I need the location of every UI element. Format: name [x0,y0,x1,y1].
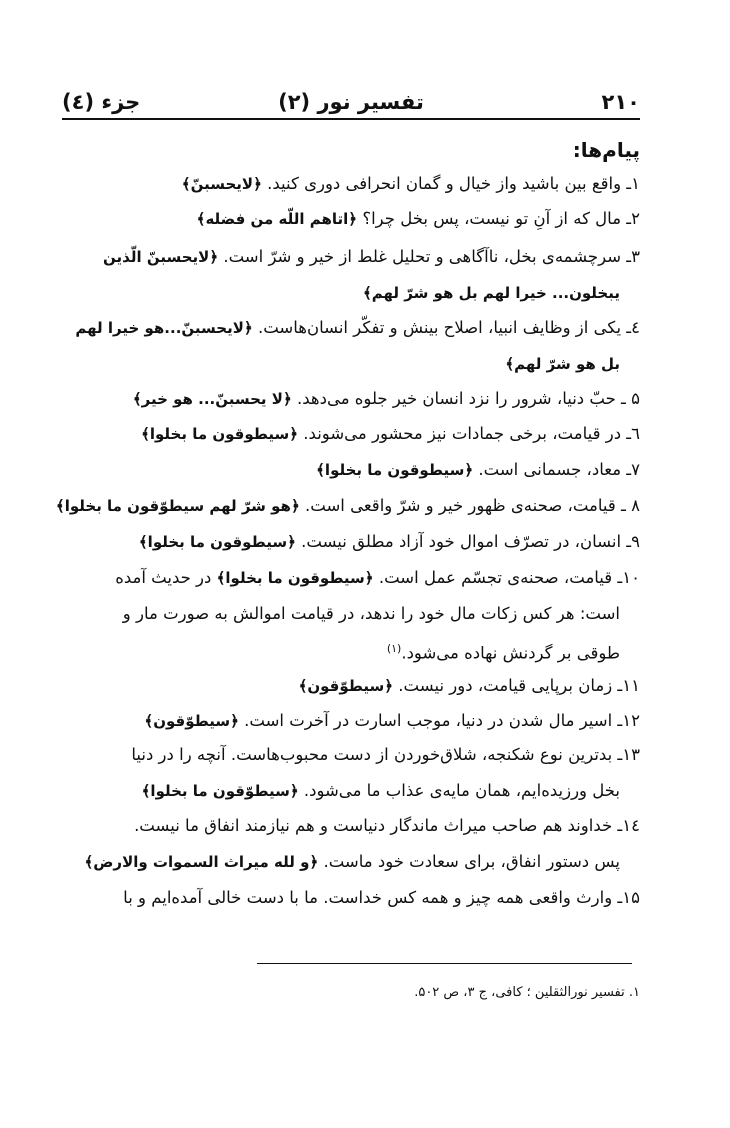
list-item: ۲ـ مال که از آنِ تو نیست، پس بخل چرا؟ ﴿اتاهم اللّه من فضله﴾ [196,209,640,228]
list-item-continuation: بخل ورزیده‌ایم، همان مایه‌ی عذاب ما می‌شود. ﴿سیطوّقون ما بخلوا﴾ [141,781,620,800]
list-item-continuation: پس دستور انفاق، برای سعادت خود ماست. ﴿و لله میراث السموات والارض﴾ [84,852,620,871]
list-item: ۱۳ـ بدترین نوع شکنجه، شلاق‌خوردن از دست محبوب‌هاست. آنچه را در دنیا [131,745,640,764]
list-item: ۸ ـ قیامت، صحنه‌ی ظهور خیر و شرّ واقعی است. ﴿هو شرّ لهم سیطوّقون ما بخلوا﴾ [55,496,640,515]
list-item: ۱۰ـ قیامت، صحنه‌ی تجسّم عمل است. ﴿سیطوقون ما بخلوا﴾ در حدیث آمده [115,568,640,587]
list-item: ٤ـ یکی از وظایف انبیا، اصلاح بینش و تفکّر انسان‌هاست. ﴿لایحسبنّ...هو خیرا لهم [75,318,640,337]
list-item: ۱۱ـ زمان برپایی قیامت، دور نیست. ﴿سیطوّقون﴾ [298,676,640,695]
list-item: ۵ ـ حبّ دنیا، شرور را نزد انسان خیر جلوه می‌دهد. ﴿لا یحسبنّ... هو خیر﴾ [132,389,640,408]
running-title: تفسیر نور (۲) [278,90,424,114]
section-title: پیام‌ها: [572,138,640,162]
list-item-continuation: بل هو شرّ لهم﴾ [505,355,620,373]
list-item-continuation: یبخلون... خیرا لهم بل هو شرّ لهم﴾ [362,284,620,302]
list-item-continuation: است: هر کس زکات مال خود را ندهد، در قیامت اموالش به صورت مار و [122,604,620,623]
list-item: ۱ـ واقع بین باشید واز خیال و گمان انحرافی دوری کنید. ﴿لایحسبنّ﴾ [181,174,640,193]
page-header [62,88,640,120]
list-item: ۷ـ معاد، جسمانی است. ﴿سیطوقون ما بخلوا﴾ [316,460,640,479]
list-item: ۳ـ سرچشمه‌ی بخل، ناآگاهی و تحلیل غلط از خیر و شرّ است. ﴿لایحسبنّ الّذین [103,247,640,266]
list-item: ۱۵ـ وارث واقعی همه چیز و همه کس خداست. ما با دست خالی آمده‌ایم و با [123,888,640,907]
list-item: ١٤ـ خداوند هم صاحب میراث ماندگار دنیاست و هم نیازمند انفاق ما نیست. [134,816,640,835]
list-item: ۹ـ انسان، در تصرّف اموال خود آزاد مطلق نیست. ﴿سیطوقون ما بخلوا﴾ [138,532,640,551]
footnote: ۱. تفسیر نورالثقلین ؛ کافی، ج ۳، ص ۵۰۲. [414,985,640,1000]
footnote-divider [257,963,632,964]
list-item-continuation: طوقی بر گردنش نهاده می‌شود.$^{(۱)}$ [386,642,620,663]
part-label: جزء (٤) [62,90,141,114]
page-number: ۲۱۰ [601,90,640,114]
list-item: ۱۲ـ اسیر مال شدن در دنیا، موجب اسارت در آخرت است. ﴿سیطوّقون﴾ [144,711,640,730]
list-item: ٦ـ در قیامت، برخی جمادات نیز محشور می‌شوند. ﴿سیطوقون ما بخلوا﴾ [141,424,640,443]
footnote-marker: (۱) [386,642,402,655]
